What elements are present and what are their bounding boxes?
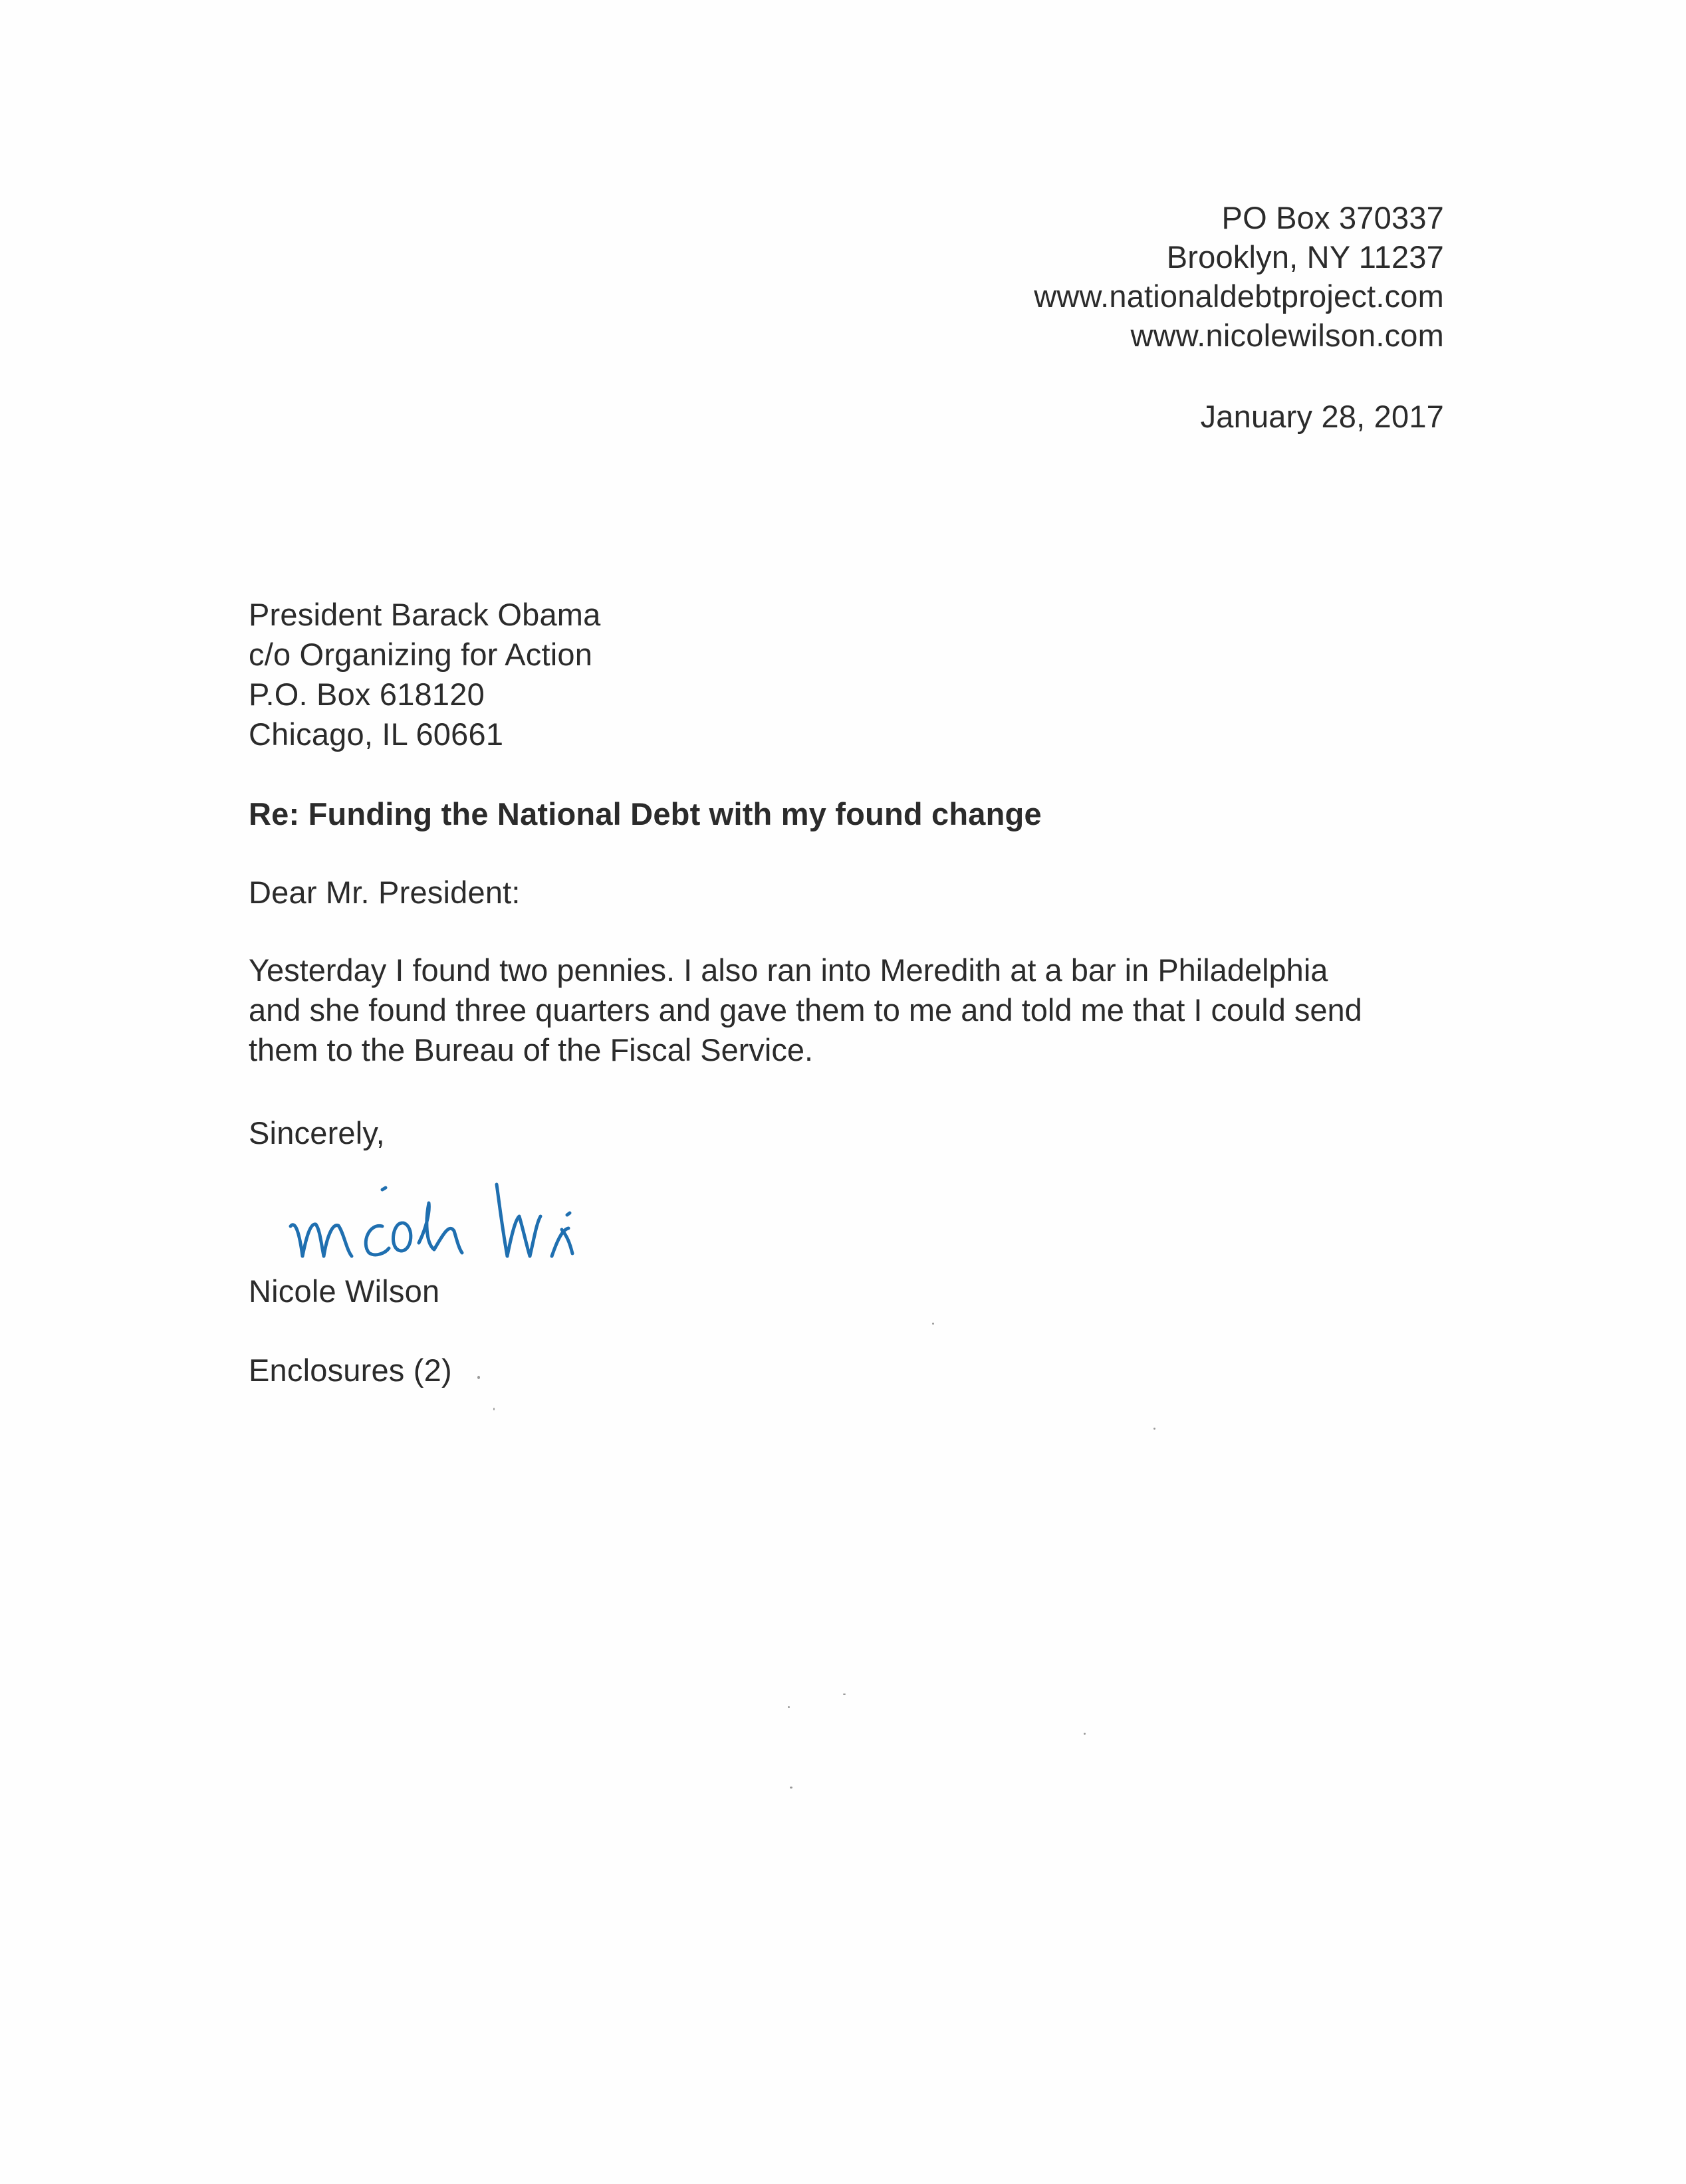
recipient-po-box: P.O. Box 618120: [249, 677, 485, 712]
scan-speck: [932, 1323, 934, 1325]
scan-speck: [493, 1408, 495, 1410]
scan-speck: [843, 1693, 846, 1695]
sender-city-state-zip: Brooklyn, NY 11237: [1166, 239, 1444, 274]
scan-speck: [477, 1376, 480, 1379]
recipient-name: President Barack Obama: [249, 597, 601, 632]
recipient-city-state-zip: Chicago, IL 60661: [249, 716, 504, 752]
body-line-3: them to the Bureau of the Fiscal Service.: [249, 1032, 814, 1067]
body-line-2: and she found three quarters and gave them to me and told me that I could send: [249, 992, 1362, 1028]
sender-po-box: PO Box 370337: [1221, 200, 1444, 235]
salutation: Dear Mr. President:: [249, 875, 521, 910]
scan-speck: [788, 1706, 790, 1708]
body-line-1: Yesterday I found two pennies. I also ran into Meredith at a bar in Philadelphia: [249, 952, 1328, 988]
enclosures-note: Enclosures (2): [249, 1353, 452, 1388]
recipient-care-of: c/o Organizing for Action: [249, 637, 593, 672]
handwritten-signature: [283, 1156, 628, 1273]
sender-website-2: www.nicolewilson.com: [1130, 318, 1444, 353]
scan-speck: [1153, 1428, 1155, 1430]
closing: Sincerely,: [249, 1115, 385, 1150]
body-paragraph: [249, 950, 1445, 1070]
subject-line: Re: Funding the National Debt with my found change: [249, 796, 1042, 831]
letter-date: January 28, 2017: [1200, 399, 1444, 434]
signer-name: Nicole Wilson: [249, 1273, 440, 1309]
scan-speck: [790, 1787, 792, 1789]
sender-website-1: www.nationaldebtproject.com: [1034, 278, 1444, 314]
scan-speck: [1084, 1733, 1086, 1735]
